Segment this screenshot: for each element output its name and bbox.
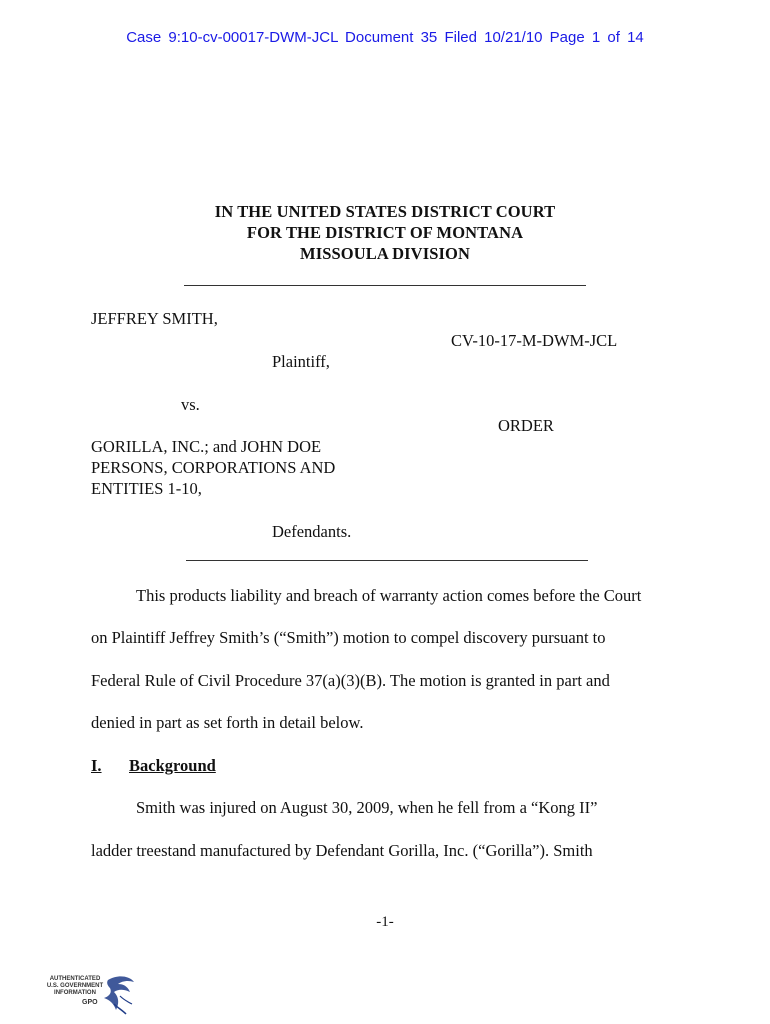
paragraph1-line3: Federal Rule of Civil Procedure 37(a)(3)(B). The motion is granted in part and bbox=[91, 671, 610, 690]
plaintiff-role: Plaintiff, bbox=[272, 352, 330, 371]
eagle-icon bbox=[100, 974, 140, 1018]
document-type: ORDER bbox=[498, 416, 554, 435]
paragraph1-line4: denied in part as set forth in detail below. bbox=[91, 713, 364, 732]
gpo-seal-mark: GPO bbox=[82, 999, 98, 1006]
paragraph1-line2: on Plaintiff Jeffrey Smith’s (“Smith”) motion to compel discovery pursuant to bbox=[91, 628, 606, 647]
section-number: I. bbox=[91, 756, 102, 775]
page-number: -1- bbox=[376, 914, 394, 930]
paragraph2-line2: ladder treestand manufactured by Defendant Gorilla, Inc. (“Gorilla”). Smith bbox=[91, 841, 593, 860]
case-number: CV-10-17-M-DWM-JCL bbox=[451, 331, 618, 350]
paragraph1-line1: This products liability and breach of warranty action comes before the Court bbox=[136, 586, 642, 605]
gpo-seal-text: AUTHENTICATED U.S. GOVERNMENT INFORMATION bbox=[46, 976, 104, 996]
plaintiff-name: JEFFREY SMITH, bbox=[91, 309, 218, 328]
court-name-line3: MISSOULA DIVISION bbox=[300, 244, 470, 263]
defendant-line1: GORILLA, INC.; and JOHN DOE bbox=[91, 437, 322, 456]
caption-bottom-rule bbox=[186, 560, 588, 561]
defendant-line3: ENTITIES 1-10, bbox=[91, 479, 202, 498]
caption-top-rule bbox=[184, 285, 586, 286]
versus: vs. bbox=[181, 395, 200, 414]
court-name-line1: IN THE UNITED STATES DISTRICT COURT bbox=[214, 202, 556, 221]
gpo-authentication-seal bbox=[44, 974, 134, 1018]
section-heading: Background bbox=[129, 756, 216, 775]
paragraph2-line1: Smith was injured on August 30, 2009, when he fell from a “Kong II” bbox=[136, 798, 598, 817]
defendant-role: Defendants. bbox=[272, 522, 352, 541]
court-name-line2: FOR THE DISTRICT OF MONTANA bbox=[246, 223, 524, 242]
defendant-line2: PERSONS, CORPORATIONS AND bbox=[91, 458, 336, 477]
ecf-header-stamp: Case 9:10-cv-00017-DWM-JCL Document 35 Filed 10/21/10 Page 1 of 14 bbox=[126, 29, 644, 46]
